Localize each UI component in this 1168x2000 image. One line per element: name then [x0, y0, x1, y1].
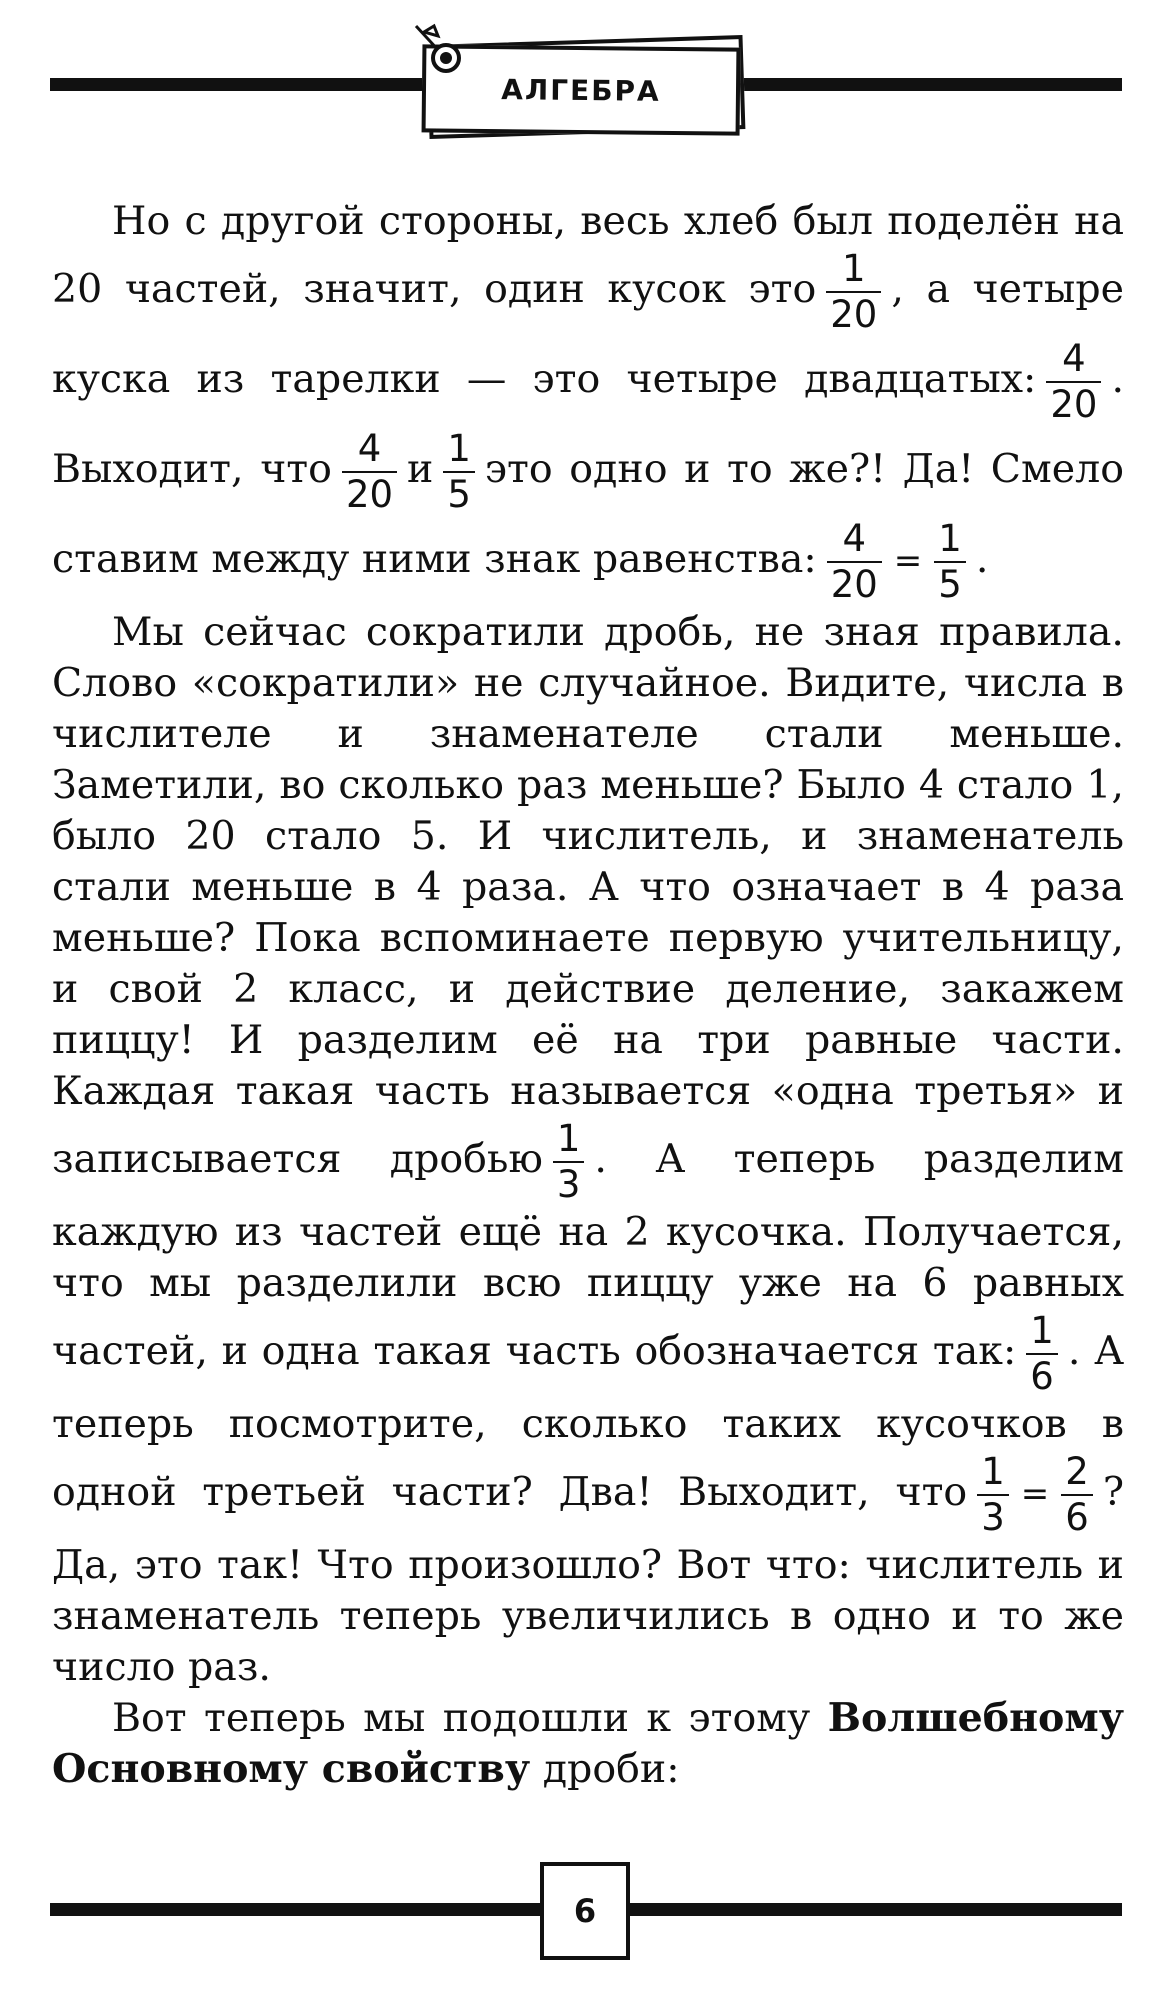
numerator: 4 [1062, 337, 1086, 380]
fraction-2-6 [1061, 1450, 1093, 1540]
text-run: , а четыре куска из тарелки — это четыре двадцатых: [52, 266, 1124, 402]
numerator: 1 [842, 247, 866, 290]
denominator: 3 [553, 1161, 585, 1207]
denominator: 20 [827, 561, 882, 607]
paragraph-3 [52, 1693, 1124, 1795]
numerator: 1 [447, 427, 471, 470]
denominator: 20 [342, 471, 397, 517]
fraction-4-20 [827, 517, 882, 607]
page-number: 6 [573, 1892, 597, 1930]
fraction-1-5 [934, 517, 966, 607]
equals-sign: = [893, 541, 923, 581]
numerator: 1 [938, 517, 962, 560]
text-run: Но с другой стороны, весь хлеб был поделён на 20 частей, значит, один кусок это [52, 198, 1124, 312]
numerator: 1 [1030, 1309, 1054, 1352]
denominator: 6 [1061, 1494, 1093, 1540]
page-number-box [540, 1862, 630, 1960]
text-run: . А теперь разделим каждую из частей ещё на 2 кусочка. Получается, что мы разделили всю пиццу уже на 6 равных частей, и одна такая часть обозначается так: [52, 1136, 1124, 1374]
denominator: 3 [977, 1494, 1009, 1540]
denominator: 6 [1026, 1353, 1058, 1399]
paragraph-2 [52, 607, 1124, 1693]
text-run: . А теперь посмотрите, сколько таких кусочков в одной третьей части? Два! Выходит, что [52, 1328, 1124, 1515]
fraction-1-20 [826, 247, 881, 337]
fraction-1-3 [553, 1117, 585, 1207]
fraction-4-20 [1046, 337, 1101, 427]
denominator: 20 [826, 291, 881, 337]
header-title: АЛГЕБРА [501, 72, 661, 108]
fraction-1-3 [977, 1450, 1009, 1540]
fraction-1-5 [443, 427, 475, 517]
text-run: и [407, 446, 434, 492]
numerator: 4 [357, 427, 382, 470]
pushpin-icon [410, 20, 474, 82]
header-label [418, 36, 743, 134]
denominator: 20 [1046, 381, 1101, 427]
numerator: 1 [556, 1117, 581, 1160]
denominator: 5 [443, 471, 475, 517]
paragraph-1 [52, 196, 1124, 607]
denominator: 5 [934, 561, 966, 607]
fraction-4-20 [342, 427, 397, 517]
numerator: 2 [1065, 1450, 1089, 1493]
text-run: ? Да, это так! Что произошло? Вот что: числитель и знаменатель теперь увеличились в одно и то же число раз. [52, 1469, 1124, 1690]
text-run: Мы сейчас сократили дробь, не зная правила. Слово «сократили» не случайное. Видите, числа в числителе и знаменателе стали меньше. Заметили, во сколько раз меньше? Было 4 стало 1, было 20 стало 5. И числитель, и знаменатель стали меньше в 4 раза. А что означает в 4 раза меньше? Пока вспоминаете первую учительницу, и свой 2 класс, и действие деление, закажем пиццу! И разделим её на три равные части. Каждая такая часть называется «одна третья» и записывается дробью [52, 609, 1124, 1182]
fraction-1-6 [1026, 1309, 1058, 1399]
equals-sign: = [1020, 1474, 1050, 1514]
text-run: дроби: [542, 1746, 680, 1792]
text-run: Вот теперь мы подошли к этому [112, 1695, 811, 1741]
text-run: это одно и то же?! Да! Смело ставим между ними знак равенства: [52, 446, 1124, 582]
text-run: . Выходит, что [52, 356, 1124, 492]
bold-term: Волшебному Основному свойству [52, 1695, 1124, 1792]
numerator: 4 [842, 517, 867, 560]
page-body [52, 196, 1124, 1795]
text-run: . [975, 536, 989, 582]
numerator: 1 [981, 1450, 1005, 1493]
